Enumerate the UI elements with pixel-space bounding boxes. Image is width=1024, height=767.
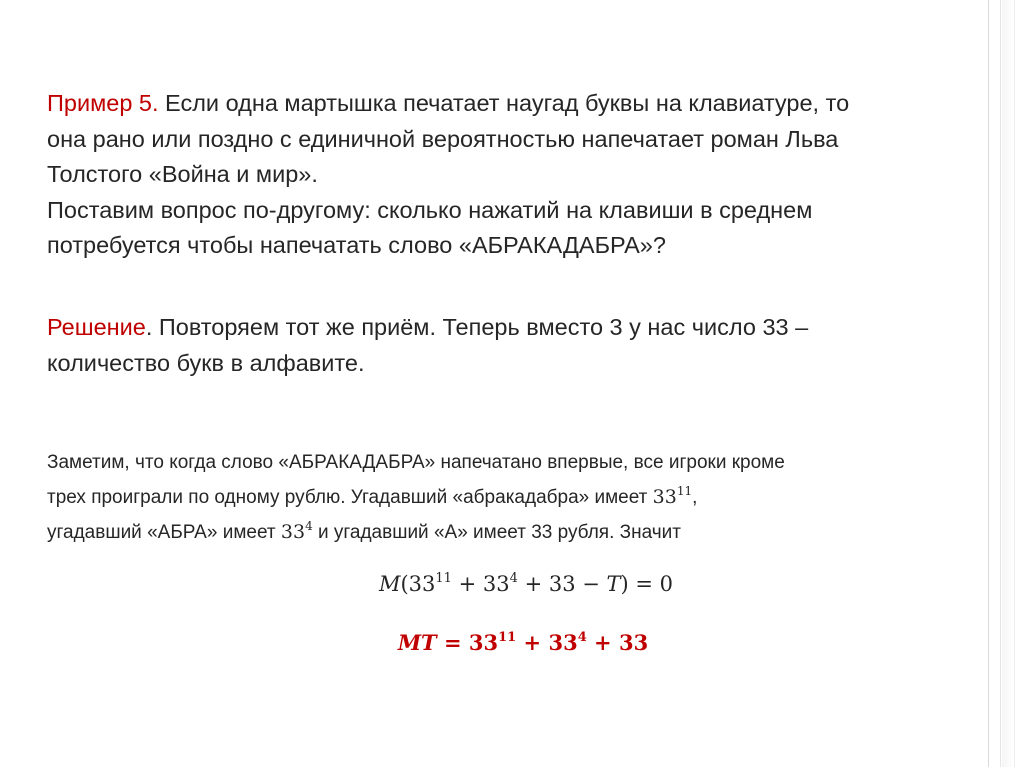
problem-line-5: потребуется чтобы напечатать слово «АБРАКАДАБРА»? <box>47 232 666 258</box>
solution-line-1: . Повторяем тот же приём. Теперь вместо 3 у нас число 33 – <box>145 314 809 340</box>
solution-paragraph <box>47 310 957 381</box>
note-paragraph <box>47 448 947 547</box>
problem-label: Пример 5. <box>47 90 159 116</box>
note-line-1: Заметим, что когда слово «АБРАКАДАБРА» напечатано впервые, все игроки кроме <box>47 452 785 473</box>
problem-line-2: она рано или поздно с единичной вероятностью напечатает роман Льва <box>47 125 839 152</box>
solution-line-2: количество букв в алфавите. <box>47 349 365 376</box>
problem-line-1: Если одна мартышка печатает наугад буквы на клавиатуре, то <box>158 90 850 116</box>
note-line-3-end: и угадавший «А» имеет 33 рубля. Значит <box>312 522 681 543</box>
note-line-3: угадавший «АБРА» имеет <box>47 522 281 543</box>
slide-border-decoration <box>984 0 1024 767</box>
note-power-33-4: $33^4$ <box>280 519 313 543</box>
problem-paragraph <box>47 86 957 264</box>
equation-result: MT = $33^{11} + 33^4 + 33$ <box>397 630 649 655</box>
problem-line-4: Поставим вопрос по-другому: сколько нажатий на клавиши в среднем <box>47 196 813 223</box>
note-power-33-11: $33^{11}$ <box>652 484 693 508</box>
note-line-2: трех проиграли по одному рублю. Угадавший «абракадабра» имеет <box>47 487 653 508</box>
solution-label: Решение <box>47 314 146 340</box>
note-line-2-end: , <box>692 487 698 508</box>
equation-expectation: $M(33^{11} + 33^4 + 33 - T) = 0$ <box>378 571 674 596</box>
slide-content <box>47 86 957 655</box>
problem-line-3: Толстого «Война и мир». <box>47 161 318 187</box>
